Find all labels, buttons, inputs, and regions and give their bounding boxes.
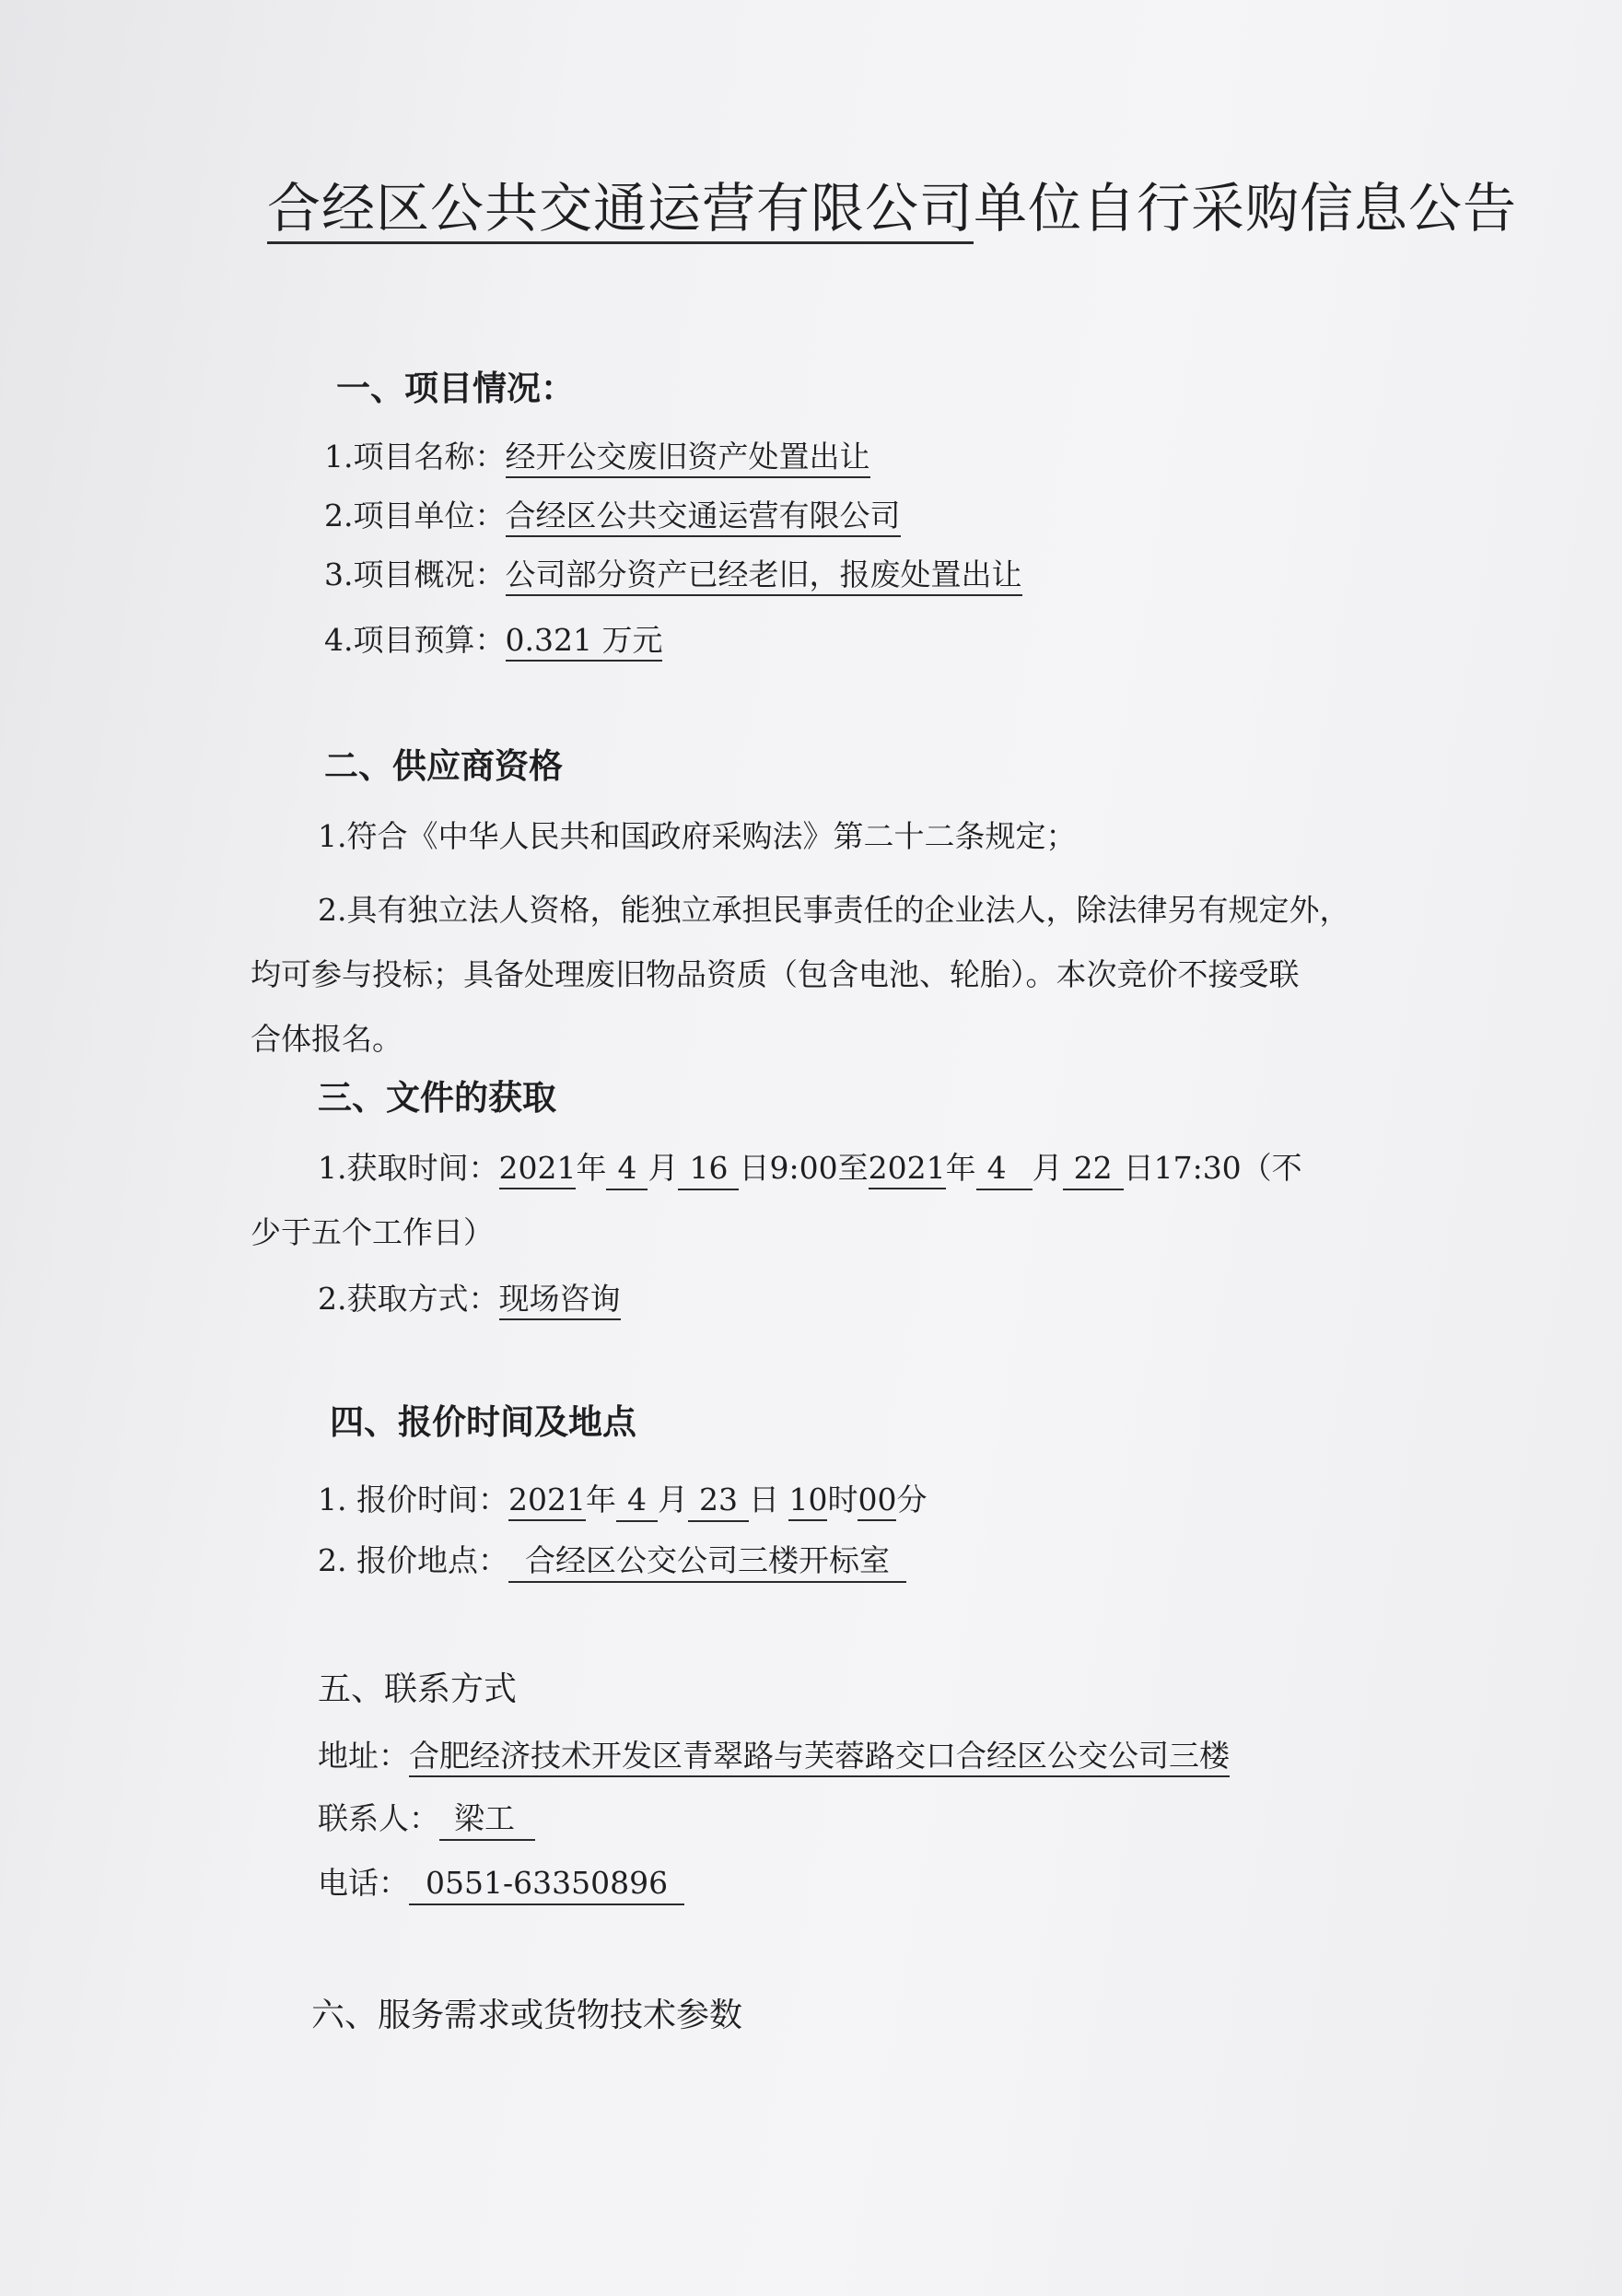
obtain-end-time: 17:30（不 — [1153, 1150, 1302, 1186]
project-budget-row — [324, 622, 662, 659]
phone-label: 电话： — [318, 1865, 409, 1901]
project-unit-value: 合经区公共交通运营有限公司 — [506, 498, 901, 537]
month-unit: 月 — [657, 1482, 688, 1517]
section-5-heading: 五、联系方式 — [318, 1670, 518, 1708]
obtain-method-row — [318, 1281, 621, 1318]
project-unit-label: 2.项目单位： — [324, 498, 506, 533]
section-4-heading: 四、报价时间及地点 — [330, 1402, 636, 1442]
day-unit: 日 — [739, 1150, 770, 1186]
qualification-item-2-line-3: 合体报名。 — [251, 1021, 403, 1057]
quote-time-label: 1. 报价时间： — [318, 1482, 508, 1517]
title-rest: 单位自行采购信息公告 — [974, 177, 1518, 240]
minute-unit: 分 — [896, 1482, 928, 1517]
obtain-end-year: 2021 — [869, 1150, 946, 1189]
qualification-item-2-line-2: 均可参与投标；具备处理废旧物品资质（包含电池、轮胎）。本次竞价不接受联 — [251, 956, 1300, 992]
obtain-method-value: 现场咨询 — [499, 1281, 621, 1320]
contact-row — [318, 1800, 535, 1841]
year-unit: 年 — [585, 1482, 616, 1517]
obtain-method-label: 2.获取方式： — [318, 1281, 499, 1317]
obtain-end-day: 22 — [1063, 1150, 1124, 1190]
qualification-item-1: 1.符合《中华人民共和国政府采购法》第二十二条规定； — [318, 818, 1077, 854]
project-name-row — [324, 439, 870, 475]
obtain-start-time: 9:00 — [769, 1150, 838, 1186]
quote-place-label: 2. 报价地点： — [318, 1542, 508, 1578]
quote-month: 4 — [616, 1482, 658, 1522]
quote-time-row — [318, 1482, 927, 1522]
month-unit: 月 — [648, 1150, 679, 1186]
project-overview-value: 公司部分资产已经老旧，报废处置出让 — [506, 556, 1022, 596]
contact-label: 联系人： — [318, 1800, 439, 1836]
quote-place-value: 合经区公交公司三楼开标室 — [508, 1542, 906, 1583]
project-overview-row — [324, 556, 1022, 593]
quote-year: 2021 — [508, 1482, 586, 1521]
obtain-time-row — [318, 1150, 1302, 1190]
quote-hour: 10 — [788, 1482, 827, 1521]
hour-unit: 时 — [827, 1482, 858, 1517]
quote-minute: 00 — [858, 1482, 896, 1521]
project-budget-label: 4.项目预算： — [324, 622, 506, 658]
obtain-end-month: 4 — [976, 1150, 1033, 1190]
to-label: 至 — [837, 1150, 869, 1186]
phone-row — [318, 1865, 684, 1905]
year-unit: 年 — [945, 1150, 976, 1186]
obtain-time-label: 1.获取时间： — [318, 1150, 499, 1186]
project-name-label: 1.项目名称： — [324, 439, 506, 474]
day-unit: 日 — [1123, 1150, 1154, 1186]
address-label: 地址： — [318, 1738, 409, 1774]
address-row — [318, 1738, 1230, 1775]
project-budget-value: 0.321 万元 — [506, 622, 663, 662]
section-1-heading: 一、项目情况： — [336, 369, 575, 408]
section-2-heading: 二、供应商资格 — [324, 746, 563, 786]
quote-day: 23 — [688, 1482, 749, 1522]
quote-place-row — [318, 1542, 906, 1583]
title-underlined-part: 合经区公共交通运营有限公司 — [267, 177, 974, 244]
project-overview-label: 3.项目概况： — [324, 556, 506, 592]
obtain-start-year: 2021 — [499, 1150, 577, 1189]
year-unit: 年 — [576, 1150, 607, 1186]
project-unit-row — [324, 498, 901, 534]
month-unit: 月 — [1032, 1150, 1063, 1186]
address-value: 合肥经济技术开发区青翠路与芙蓉路交口合经区公交公司三楼 — [409, 1738, 1230, 1777]
project-name-value: 经开公交废旧资产处置出让 — [506, 439, 870, 478]
page-title — [267, 177, 1517, 241]
obtain-time-line-2: 少于五个工作日） — [251, 1214, 494, 1250]
section-3-heading: 三、文件的获取 — [318, 1078, 556, 1118]
section-6-heading: 六、服务需求或货物技术参数 — [311, 1997, 743, 2034]
obtain-start-month: 4 — [606, 1150, 648, 1190]
obtain-start-day: 16 — [678, 1150, 739, 1190]
day-unit: 日 — [748, 1482, 779, 1517]
contact-value: 梁工 — [439, 1800, 535, 1841]
phone-value: 0551-63350896 — [409, 1865, 684, 1905]
qualification-item-2-line-1: 2.具有独立法人资格，能独立承担民事责任的企业法人，除法律另有规定外， — [318, 892, 1350, 928]
